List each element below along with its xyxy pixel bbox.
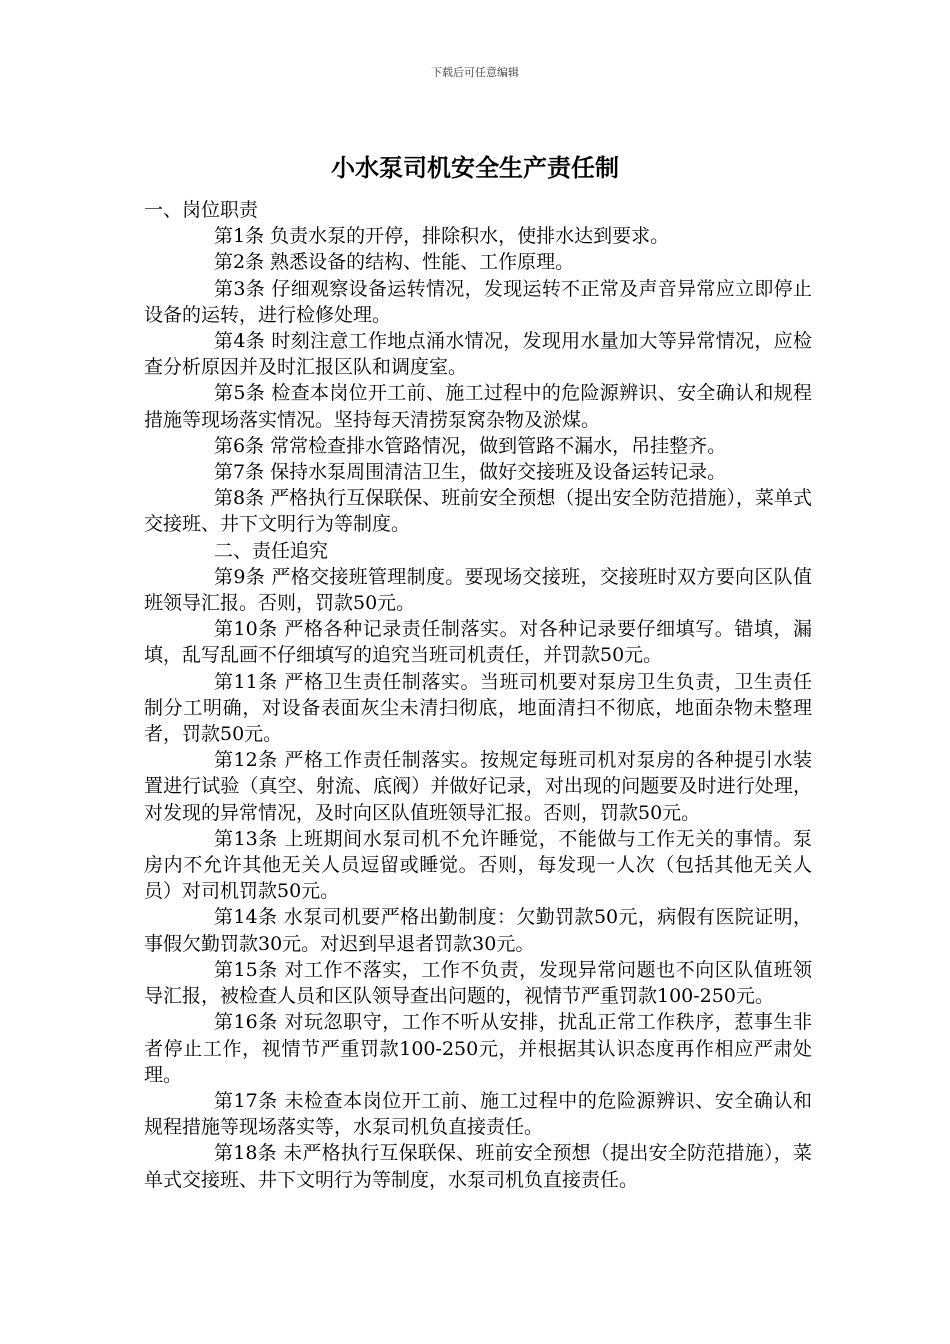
article-8: 第8条 严格执行互保联保、班前安全预想（提出安全防范措施），菜单式交接班、井下文明行为等制度。 (144, 487, 812, 536)
article-1: 第1条 负责水泵的开停，排除积水，使排水达到要求。 (214, 225, 670, 248)
article-18: 第18条 未严格执行互保联保、班前安全预想（提出安全防范措施），菜单式交接班、井下文明行为等制度，水泵司机负直接责任。 (144, 1142, 812, 1191)
document-body (144, 197, 812, 1193)
article-11: 第11条 严格卫生责任制落实。当班司机要对泵房卫生负责，卫生责任制分工明确，对设备表面灰尘未清扫彻底，地面清扫不彻底，地面杂物未整理者，罚款50元。 (144, 670, 812, 746)
article-17: 第17条 未检查本岗位开工前、施工过程中的危险源辨识、安全确认和规程措施等现场落实等，水泵司机负直接责任。 (144, 1089, 812, 1139)
article-15: 第15条 对工作不落实，工作不负责，发现异常问题也不向区队值班领导汇报，被检查人员和区队领导查出问题的，视情节严重罚款100-250元。 (144, 958, 812, 1008)
article-10: 第10条 严格各种记录责任制落实。对各种记录要仔细填写。错填，漏填，乱写乱画不仔细填写的追究当班司机责任，并罚款50元。 (144, 618, 812, 667)
article-13: 第13条 上班期间水泵司机不允许睡觉，不能做与工作无关的事情。泵房内不允许其他无关人员逗留或睡觉。否则，每发现一人次（包括其他无关人员）对司机罚款50元。 (144, 827, 812, 903)
page-header-note: 下载后可任意编辑 (431, 66, 519, 79)
article-2: 第2条 熟悉设备的结构、性能、工作原理。 (214, 251, 575, 274)
article-6: 第6条 常常检查排水管路情况，做到管路不漏水，吊挂整齐。 (214, 434, 727, 457)
article-4: 第4条 时刻注意工作地点涌水情况，发现用水量加大等异常情况，应检查分析原因并及时汇报区队和调度室。 (144, 330, 812, 379)
article-3: 第3条 仔细观察设备运转情况，发现运转不正常及声音异常应立即停止设备的运转，进行检修处理。 (144, 277, 812, 326)
article-5: 第5条 检查本岗位开工前、施工过程中的危险源辨识、安全确认和规程措施等现场落实情况。坚持每天清捞泵窝杂物及淤煤。 (144, 382, 812, 431)
section-heading-accountability: 二、责任追究 (214, 539, 329, 562)
section-heading-duties: 一、岗位职责 (144, 199, 259, 221)
article-16: 第16条 对玩忽职守，工作不听从安排，扰乱正常工作秩序，惹事生非者停止工作，视情节严重罚款100-250元，并根据其认识态度再作相应严肃处理。 (144, 1011, 812, 1086)
document-title: 小水泵司机安全生产责任制 (331, 154, 619, 182)
article-7: 第7条 保持水泵周围清洁卫生，做好交接班及设备运转记录。 (214, 461, 727, 484)
article-14: 第14条 水泵司机要严格出勤制度：欠勤罚款50元，病假有医院证明，事假欠勤罚款30元。对迟到早退者罚款30元。 (144, 906, 812, 955)
article-9: 第9条 严格交接班管理制度。要现场交接班，交接班时双方要向区队值班领导汇报。否则，罚款50元。 (144, 565, 812, 615)
article-12: 第12条 严格工作责任制落实。按规定每班司机对泵房的各种提引水装置进行试验（真空、射流、底阀）并做好记录，对出现的问题要及时进行处理，对发现的异常情况，及时向区队值班领导汇报。否则，罚款50元。 (144, 749, 812, 824)
